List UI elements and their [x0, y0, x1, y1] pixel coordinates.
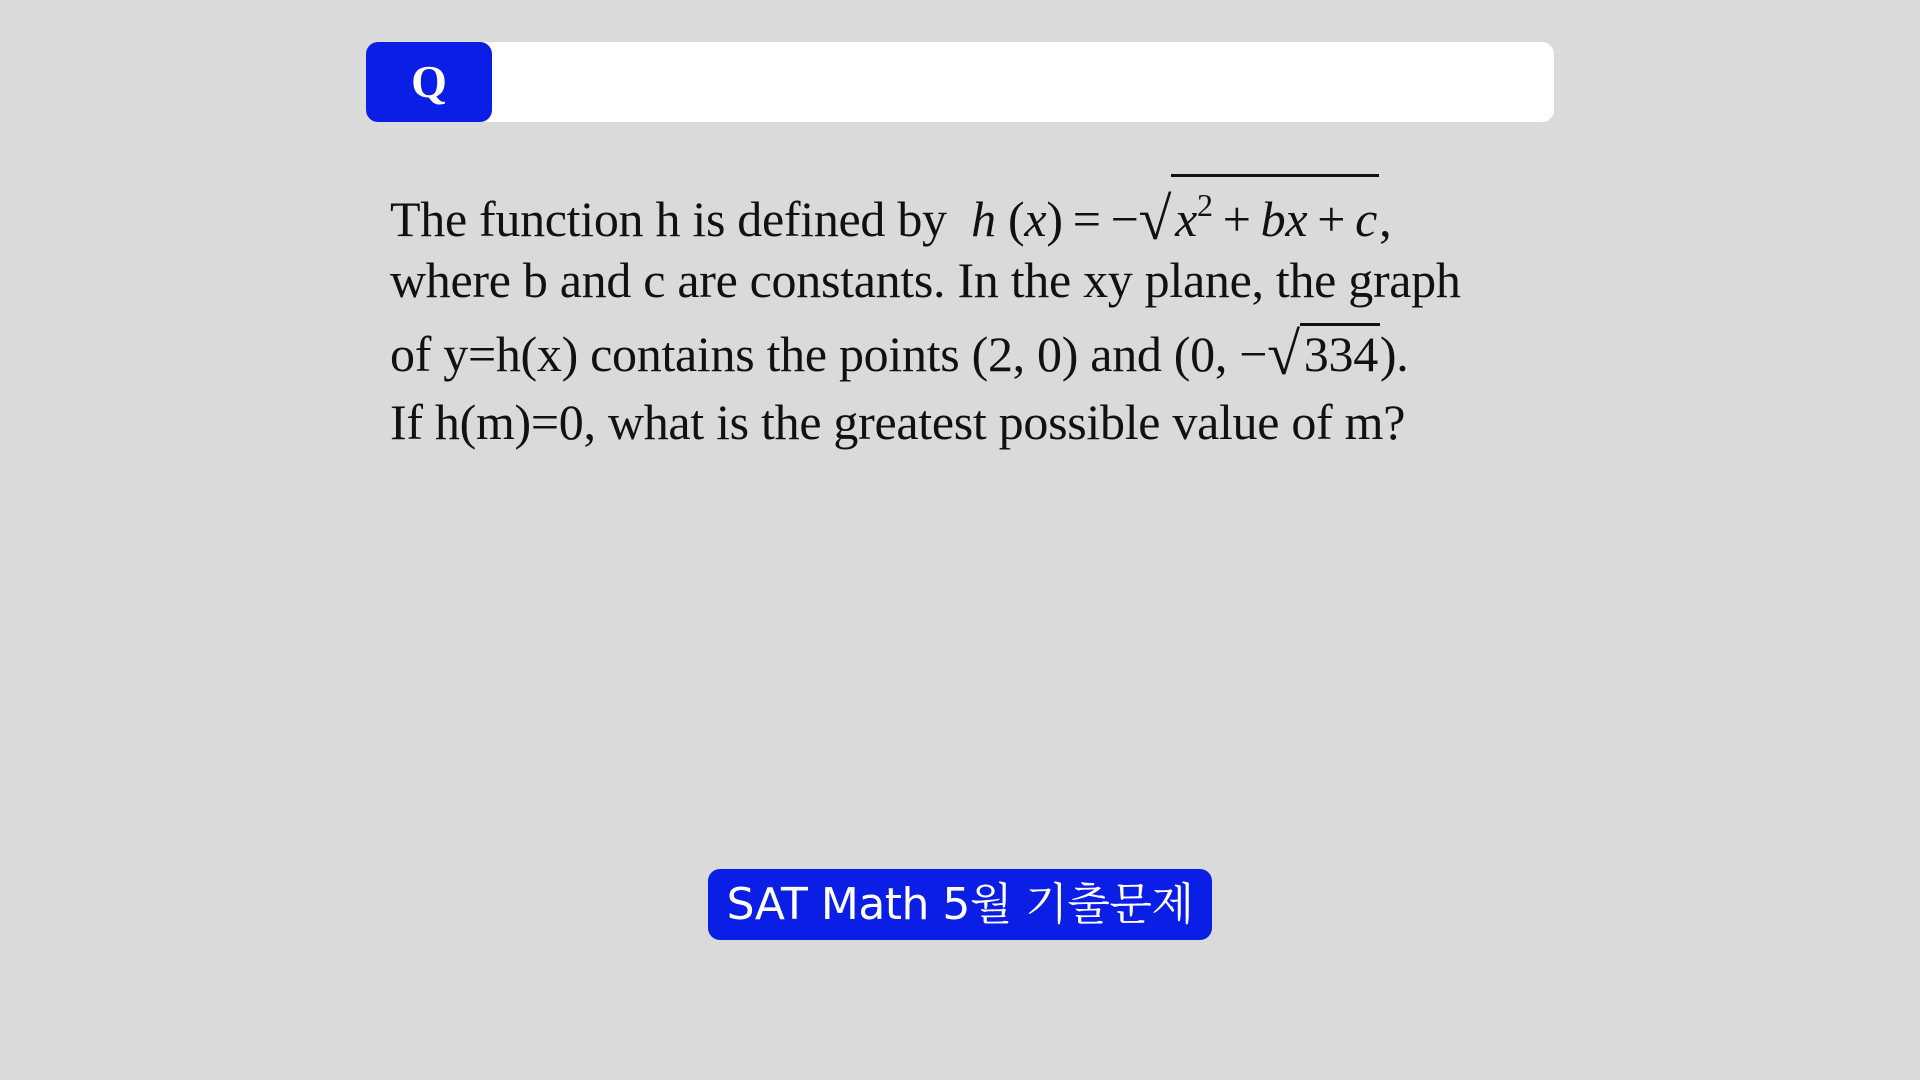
plus-sign-2: + — [1317, 191, 1346, 247]
question-line-1 — [390, 174, 1570, 252]
plus-sign-1: + — [1222, 191, 1251, 247]
exam-source-badge: SAT Math 5월 기출문제 — [708, 869, 1212, 940]
function-definition-formula: h $(x) = -√x^2$ + bx + c, — [959, 191, 1391, 247]
line-3-suffix: ). — [1379, 326, 1409, 382]
radicand-334: 334 — [1300, 323, 1380, 382]
radicand — [1171, 174, 1379, 247]
term-bx: bx — [1260, 191, 1308, 247]
equals-sign: = — [1072, 191, 1101, 247]
question-text — [390, 174, 1570, 458]
exponent: 2 — [1197, 187, 1213, 223]
square-root-334 — [1267, 316, 1380, 390]
function-argument: x — [1024, 191, 1047, 247]
radical-icon: √ — [1267, 321, 1300, 387]
line-1-comma: , — [1379, 191, 1392, 247]
question-line-4: If h(m)=0, what is the greatest possible value of m? — [390, 394, 1406, 450]
function-name: h — [971, 191, 996, 247]
question-line-2: where b and c are constants. In the xy plane, the graph — [390, 252, 1461, 308]
question-line-1-text: The function h is defined by — [390, 191, 947, 247]
square-root — [1139, 174, 1380, 255]
question-badge: Q — [366, 42, 492, 122]
radicand-x: x — [1175, 191, 1198, 247]
radical-icon: √ — [1138, 186, 1172, 252]
line-3-minus-sign: − — [1239, 326, 1268, 382]
question-line-3-text: of y=h(x) contains the points (2, 0) and (0, — [390, 326, 1240, 382]
question-header-bar — [366, 42, 1554, 122]
term-c: c — [1355, 191, 1378, 247]
minus-sign: − — [1110, 191, 1139, 247]
question-line-3 — [390, 316, 1570, 387]
